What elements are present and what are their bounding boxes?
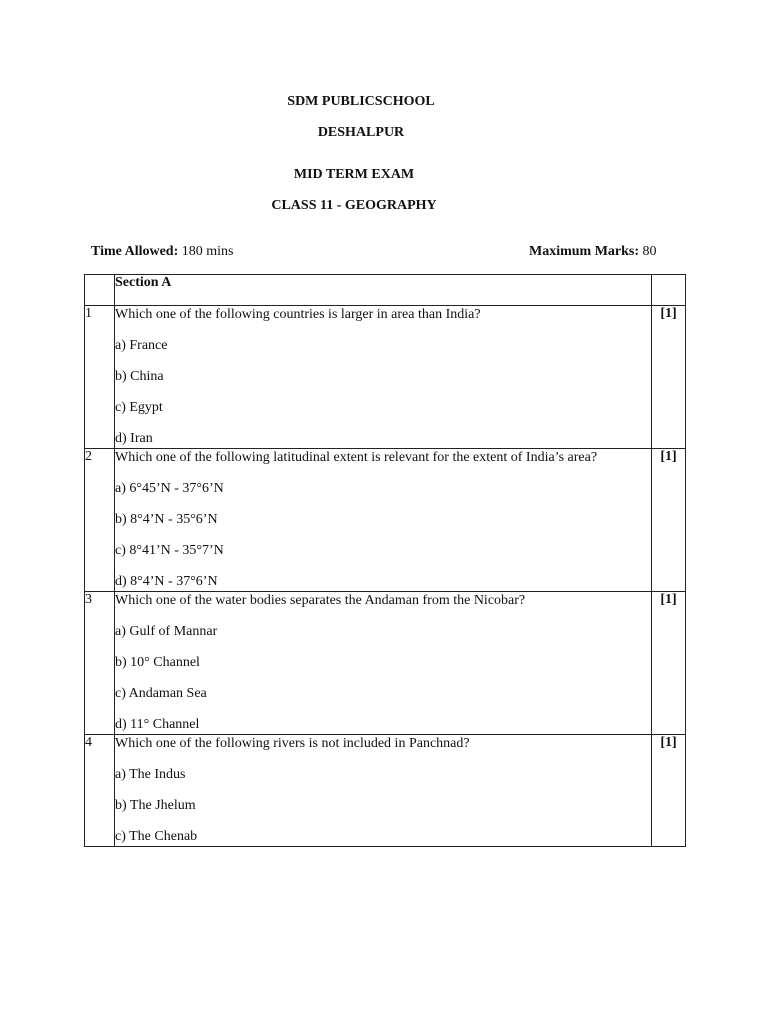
section-header-row bbox=[85, 275, 686, 306]
question-row bbox=[85, 592, 686, 735]
option-a: a) The Indus bbox=[115, 767, 186, 782]
class-subject: CLASS 11 - GEOGRAPHY bbox=[271, 198, 437, 213]
option-a: a) 6°45’N - 37°6’N bbox=[115, 481, 224, 496]
option-c: c) Egypt bbox=[115, 400, 163, 415]
question-body bbox=[115, 735, 652, 847]
time-allowed-label: Time Allowed: bbox=[91, 244, 179, 259]
option-c: c) 8°41’N - 35°7’N bbox=[115, 543, 224, 558]
school-name: SDM PUBLICSCHOOL bbox=[287, 94, 435, 109]
question-body bbox=[115, 306, 652, 449]
option-b: b) China bbox=[115, 369, 164, 384]
question-text: Which one of the following countries is larger in area than India? bbox=[115, 307, 481, 322]
questions-table bbox=[84, 274, 686, 847]
option-d: d) Iran bbox=[115, 431, 153, 446]
option-c: c) Andaman Sea bbox=[115, 686, 207, 701]
question-body bbox=[115, 449, 652, 592]
question-row bbox=[85, 449, 686, 592]
question-text: Which one of the following latitudinal extent is relevant for the extent of India’s area? bbox=[115, 450, 598, 465]
time-allowed-value: 180 mins bbox=[181, 244, 234, 259]
option-b: b) 8°4’N - 35°6’N bbox=[115, 512, 218, 527]
question-number: 4 bbox=[85, 735, 115, 847]
time-allowed bbox=[91, 244, 233, 260]
option-c: c) The Chenab bbox=[115, 829, 198, 844]
section-marks-cell bbox=[652, 275, 686, 306]
option-d: d) 8°4’N - 37°6’N bbox=[115, 574, 218, 589]
option-b: b) The Jhelum bbox=[115, 798, 196, 813]
question-body bbox=[115, 592, 652, 735]
question-number: 3 bbox=[85, 592, 115, 735]
section-number-cell bbox=[85, 275, 115, 306]
option-a: a) France bbox=[115, 338, 168, 353]
maximum-marks-label: Maximum Marks: bbox=[529, 244, 640, 259]
question-row bbox=[85, 306, 686, 449]
question-marks: [1] bbox=[652, 306, 686, 449]
question-marks: [1] bbox=[652, 592, 686, 735]
option-d: d) 11° Channel bbox=[115, 717, 200, 732]
option-a: a) Gulf of Mannar bbox=[115, 624, 218, 639]
question-row bbox=[85, 735, 686, 847]
question-text: Which one of the water bodies separates the Andaman from the Nicobar? bbox=[115, 593, 526, 608]
exam-title: MID TERM EXAM bbox=[293, 167, 415, 182]
question-marks: [1] bbox=[652, 735, 686, 847]
question-number: 1 bbox=[85, 306, 115, 449]
question-text: Which one of the following rivers is not included in Panchnad? bbox=[115, 736, 470, 751]
question-number: 2 bbox=[85, 449, 115, 592]
maximum-marks bbox=[529, 244, 657, 260]
school-location: DESHALPUR bbox=[317, 125, 405, 140]
maximum-marks-value: 80 bbox=[642, 244, 657, 259]
option-b: b) 10° Channel bbox=[115, 655, 200, 670]
question-marks: [1] bbox=[652, 449, 686, 592]
section-title: Section A bbox=[115, 275, 652, 306]
